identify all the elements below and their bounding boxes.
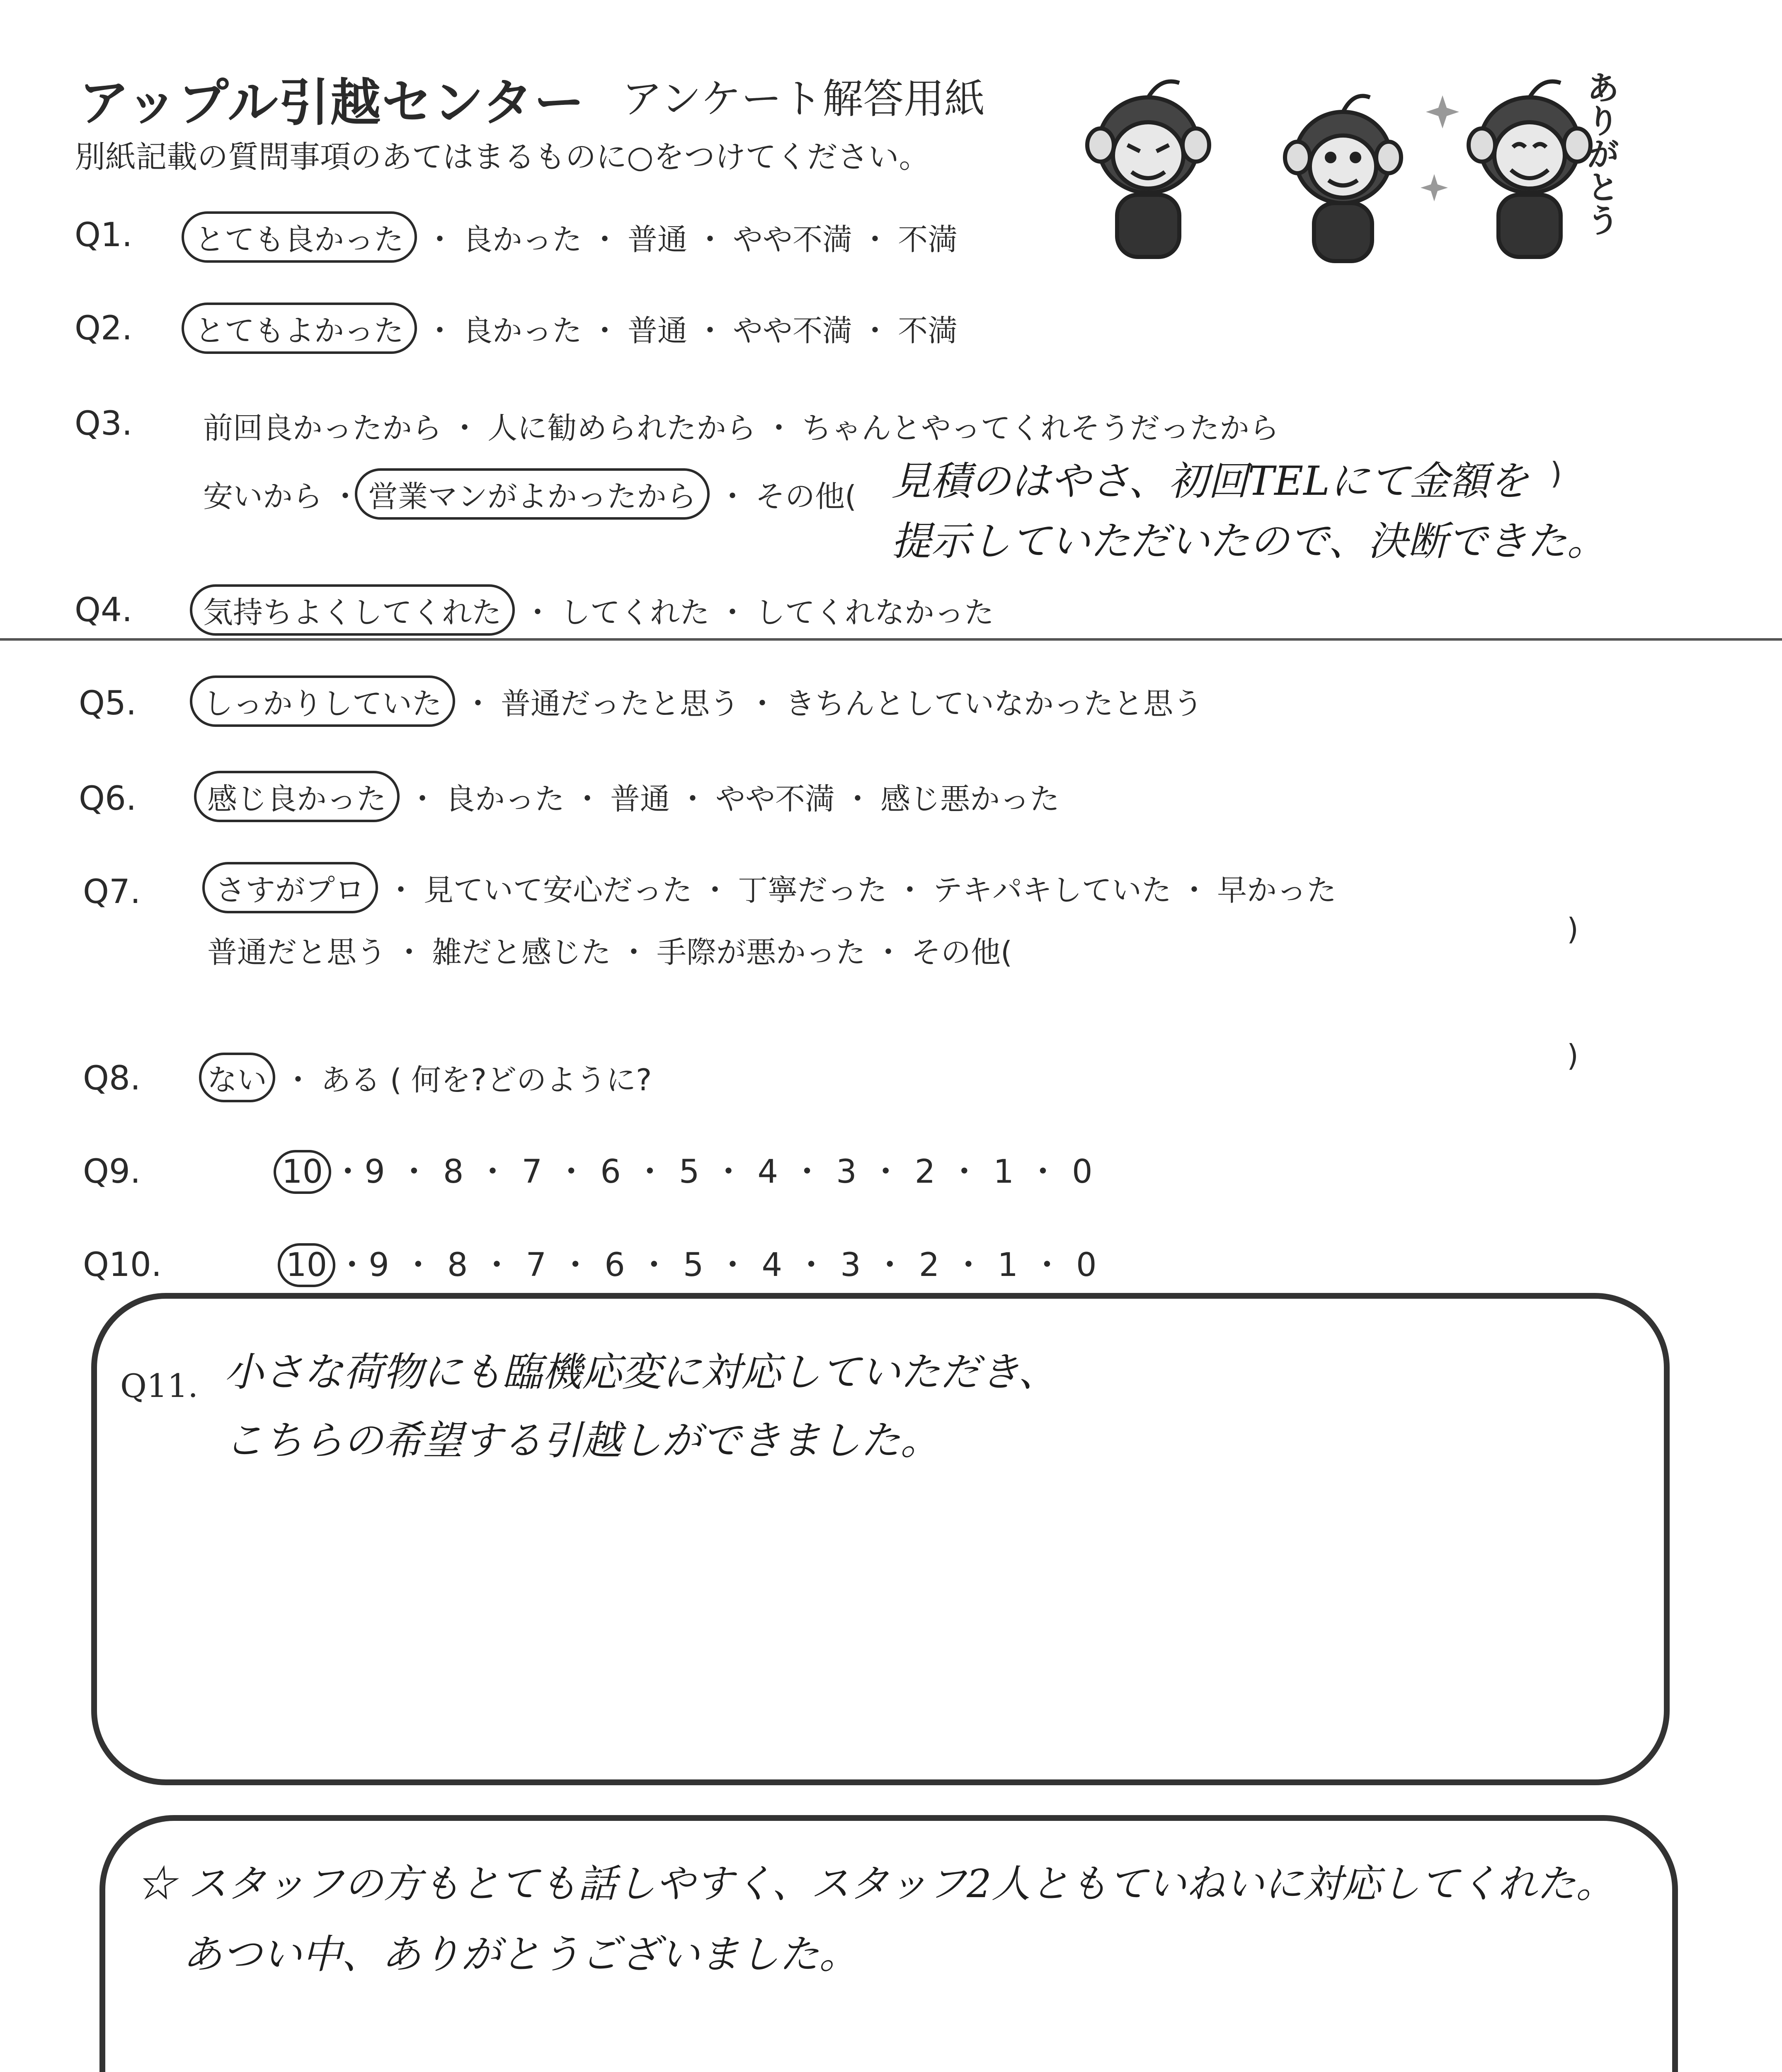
q3-close-bracket: ) [1550,456,1562,491]
q3-option[interactable]: ちゃんとやってくれそうだったから [802,411,1280,445]
q10-score[interactable]: 0 [1076,1247,1097,1284]
q7-option[interactable]: 丁寧だった [738,873,887,908]
q6-option-selected[interactable]: 感じ良かった [194,771,400,822]
q7-option-selected[interactable]: さすがプロ [202,862,378,913]
q1-option[interactable]: 普通 [628,222,688,257]
q9-score[interactable]: 2 [914,1153,936,1191]
q2-option[interactable]: 良かった [463,313,582,348]
q3-options-line1: 前回良かったから ・ 人に勧められたから ・ ちゃんとやってくれそうだったから [203,411,1280,445]
q9-score[interactable]: 6 [600,1153,621,1191]
q10-score[interactable]: 9 [369,1247,389,1284]
q3-option-other[interactable]: その他( [755,479,857,514]
q7-label: Q7. [83,872,141,911]
q9-score[interactable]: 0 [1072,1153,1093,1191]
q11-label: Q11. [120,1368,198,1405]
q3-option[interactable]: 安いから [203,479,323,514]
q10-score[interactable]: 7 [526,1247,547,1284]
q3-option[interactable]: 人に勧められたから [487,411,756,445]
q4-option[interactable]: してくれた [560,595,710,630]
q10-scale: 10 ・9 ・ 8 ・ 7 ・ 6 ・ 5 ・ 4 ・ 3 ・ 2 ・ 1 ・ 0 [278,1239,1097,1287]
q9-score[interactable]: 8 [443,1153,464,1191]
q7-option[interactable]: テキパキしていた [933,873,1172,908]
q10-label: Q10. [83,1245,162,1284]
q2-option-selected[interactable]: とてもよかった [182,303,417,354]
q10-score[interactable]: 5 [683,1247,704,1284]
q8-option[interactable]: ある ( 何を?どのように? [321,1063,652,1097]
q3-option-selected[interactable]: 営業マンがよかったから [355,468,710,520]
q6-option[interactable]: 感じ悪かった [880,782,1060,816]
q10-score[interactable]: 4 [761,1247,783,1284]
q1-option[interactable]: 不満 [898,222,958,257]
q5-option-selected[interactable]: しっかりしていた [190,675,455,727]
q7-option[interactable]: 手際が悪かった [657,935,866,970]
q10-score-selected[interactable]: 10 [278,1243,335,1287]
q9-scale: 10 ・9 ・ 8 ・ 7 ・ 6 ・ 5 ・ 4 ・ 3 ・ 2 ・ 1 ・ 0 [274,1146,1093,1194]
q6-option[interactable]: やや不満 [715,782,835,816]
q1-options: とても良かった ・ 良かった ・ 普通 ・ やや不満 ・ 不満 [195,211,958,263]
q6-options: 感じ良かった ・ 良かった ・ 普通 ・ やや不満 ・ 感じ悪かった [207,771,1060,822]
q7-options-line2: 普通だと思う ・ 雑だと感じた ・ 手際が悪かった ・ その他( [207,935,1013,970]
q5-label: Q5. [79,684,137,722]
q10-score[interactable]: 2 [919,1247,940,1284]
q9-score[interactable]: 7 [521,1153,543,1191]
fold-line [0,638,1782,641]
q9-label: Q9. [83,1152,141,1191]
q7-option-other[interactable]: その他( [911,935,1013,970]
form-title: アンケート解答用紙 [622,75,985,123]
q4-option[interactable]: してくれなかった [755,595,994,630]
q3-options-line2: 安いから ・ 営業マンがよかったから ・ その他( [203,468,856,520]
q8-label: Q8. [83,1059,141,1097]
q9-score[interactable]: 3 [836,1153,857,1191]
q1-option-selected[interactable]: とても良かった [182,211,417,263]
q1-option[interactable]: やや不満 [733,222,853,257]
monkey-mascots-icon [1078,58,1617,274]
q5-option[interactable]: 普通だったと思う [501,686,740,721]
q11-answer-line2: こちらの希望する引越しができました。 [224,1417,940,1464]
q8-option-selected[interactable]: ない [199,1053,275,1102]
q7-option[interactable]: 雑だと感じた [432,935,611,970]
q5-options: しっかりしていた ・ 普通だったと思う ・ きちんとしていなかったと思う [203,675,1203,727]
q7-options-line1: さすがプロ ・ 見ていて安心だった ・ 丁寧だった ・ テキパキしていた ・ 早かった [216,862,1336,913]
q2-option[interactable]: 普通 [628,313,688,348]
q6-label: Q6. [79,779,137,818]
q9-score-selected[interactable]: 10 [274,1150,331,1194]
q2-label: Q2. [75,309,133,347]
comments-line2: あつい中、ありがとうございました。 [182,1931,859,1978]
q10-score[interactable]: 8 [447,1247,468,1284]
q7-option[interactable]: 早かった [1217,873,1337,908]
q7-option[interactable]: 普通だと思う [207,935,387,970]
q9-score[interactable]: 5 [679,1153,700,1191]
q3-other-answer-line2: 提示していただいたので、決断できた。 [891,518,1607,564]
q10-score[interactable]: 1 [997,1247,1018,1284]
q9-score[interactable]: 9 [364,1153,385,1191]
q2-option[interactable]: やや不満 [733,313,853,348]
q9-score[interactable]: 1 [993,1153,1014,1191]
mascot-thanks-text: ありがとう [1581,70,1620,236]
mascot-group [1078,58,1617,274]
q7-close-bracket: ) [1567,912,1579,946]
q8-close-bracket: ) [1567,1038,1579,1073]
q1-label: Q1. [75,215,133,254]
q10-score[interactable]: 3 [840,1247,861,1284]
q3-other-answer-line1: 見積のはやさ、初回TELにて金額を [891,458,1529,504]
q3-option[interactable]: 前回良かったから [203,411,442,445]
q4-option-selected[interactable]: 気持ちよくしてくれた [190,584,515,636]
q11-answer-line1: 小さな荷物にも臨機応変に対応していただき、 [224,1349,1058,1395]
q10-score[interactable]: 6 [604,1247,625,1284]
q5-option[interactable]: きちんとしていなかったと思う [785,686,1203,721]
q7-option[interactable]: 見ていて安心だった [424,873,693,908]
q4-options: 気持ちよくしてくれた ・ してくれた ・ してくれなかった [203,584,994,636]
company-title: アップル引越センター [79,73,585,132]
q8-options: ない ・ ある ( 何を?どのように? [207,1053,652,1102]
q4-label: Q4. [75,591,133,629]
q9-score[interactable]: 4 [757,1153,778,1191]
q3-label: Q3. [75,404,133,443]
q6-option[interactable]: 良かった [445,782,565,816]
q2-options: とてもよかった ・ 良かった ・ 普通 ・ やや不満 ・ 不満 [195,303,958,354]
instruction-text: 別紙記載の質問事項のあてはまるものに○をつけてください。 [75,139,930,175]
q6-option[interactable]: 普通 [610,782,670,816]
q2-option[interactable]: 不満 [898,313,958,348]
comments-line1: ☆ スタッフの方もとても話しやすく、スタッフ2人ともていねいに対応してくれた。 [137,1861,1615,1907]
q1-option[interactable]: 良かった [463,222,582,257]
